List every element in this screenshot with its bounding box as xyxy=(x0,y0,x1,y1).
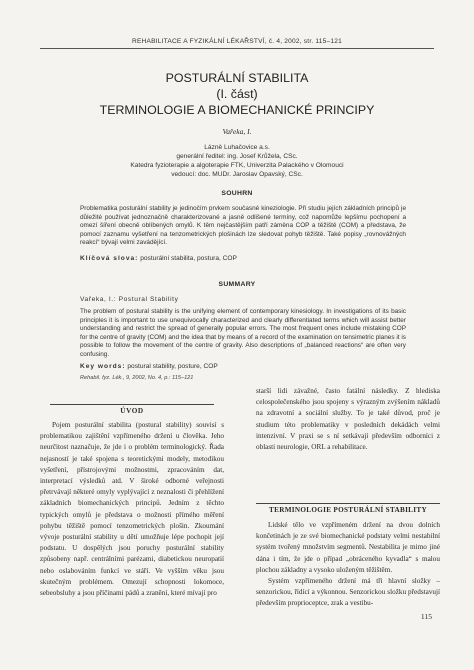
left-column xyxy=(40,420,224,599)
article-title xyxy=(0,70,474,118)
keywords-value: postural stability, posture, COP xyxy=(127,363,218,370)
affiliation-line: generální ředitel: ing. Josef Krůžela, CSc. xyxy=(176,152,298,160)
summary-keywords xyxy=(80,363,406,370)
terminology-paragraph: Lidské tělo ve vzpřímeném držení na dvou dolních končetinách je ze své biomechanické podstaty velmi nestabilní systém tvořený množstvím segmentů. Nestabilita je mimo jiné dána i tím, že jde o případ „obráceného kyvadla“ s malou plochou základny a vysoko uloženým těžištěm. xyxy=(256,521,440,574)
affiliation-line: Katedra fyzioterapie a algoterapie FTK, Univerzita Palackého v Olomouci xyxy=(130,161,344,169)
running-head: REHABILITACE A FYZIKÁLNÍ LÉKAŘSTVÍ, č. 4, 2002, str. 115–121 xyxy=(131,38,343,45)
continuation-paragraph: starší lidi závažné, často fatální následky. Z hlediska celospolečenského jsou spojeny s výrazným zvýšením nákladů na zdravotní a sociální služby. To je také důvod, proč je studium této problematiky v posledních dekádách velmi intenzivní. V praxi se s ní setkávají především odborníci z oblasti neurologie, ORL a rehabilitace. xyxy=(256,387,440,452)
title-line-3: TERMINOLOGIE A BIOMECHANICKÉ PRINCIPY xyxy=(99,103,375,117)
uvod-heading: ÚVOD xyxy=(120,407,144,415)
terminology-paragraph: Systém vzpřímeného držení má tři hlavní složky – senzorickou, řídící a výkonnou. Senzorickou složku představují především proprioceptce, zrak a vestibu- xyxy=(256,577,440,608)
terminology-heading-block xyxy=(256,503,440,514)
page-number: 115 xyxy=(420,612,432,621)
affiliation-line: Lázně Luhačovice a.s. xyxy=(204,144,270,151)
summary-citation-title: Vařeka, I.: Postural Stability xyxy=(80,296,179,303)
keywords-label: Klíčová slova: xyxy=(80,255,139,262)
summary-reference: Rehabil. fyz. Lék., 9, 2002, No. 4, p.: 115–121 xyxy=(80,375,194,381)
title-line-2: (I. část) xyxy=(216,87,258,101)
terminology-column xyxy=(256,520,440,610)
heading-rule xyxy=(50,404,214,405)
souhrn-keywords xyxy=(80,255,406,262)
souhrn-text: Problematika posturální stability je jedinočím prvkem současné kineziologie. Při studiu jejích základních principů je důležité používat jednoznačně charakterizované a jasně odlišené termíny, což napomůže lepšímu pochopení a omezí šíření obecně oblíbených omylů. K těm nejčastějším patří záměna COP a těžiště (COM) a představa, že pomocí zaznamu vyšetření na tenzometrických plošinách lze sledovat pohyb těžiště. Také popisy „rovnovážných reakcí“ bývají velmi zavádějící. xyxy=(80,205,406,247)
terminology-heading: TERMINOLOGIE POSTURÁLNÍ STABILITY xyxy=(269,506,427,514)
affiliation-line: vedoucí: doc. MUDr. Jaroslav Opavský, CSc. xyxy=(171,170,303,178)
right-column xyxy=(256,386,440,453)
summary-text: The problem of postural stability is the unifying element of contemporary kinesiology. In investigations of its basic principles it is important to use unequivocally characterized and clearly differentiated terms which will assist better understanding and restrict the spread of generally popular errors. The most frequent ones include mistaking COP for the centre of gravity (COM) and the idea that by means of a record of the examination on tensimetric planes it is possible to follow the movement of the centre of gravity. Also descriptions of „balanced reactions“ are often very confusing. xyxy=(80,308,406,358)
header-rule xyxy=(40,48,434,49)
souhrn-heading: SOUHRN xyxy=(221,190,253,197)
affiliations xyxy=(0,144,474,180)
uvod-paragraph: Pojem posturální stabilita (postural stability) souvisí s problematikou zajištění vzpřímeného držení u člověka. Jeho neurčitost naznačuje, že jde i o problém terminologický. Řada nejasností je také spojena s teoretickými modely, metodikou vyšetření, přístrojovými možnostmi, zpracováním dat, interpretací výsledků atd. V široké odborné veřejnosti přetrvávají některé omyly vyplývající z neznalosti či přehlížení základních biomechanických principů. Jedním z těchto typických omylů je představa o možnosti přímého měření pohybu těžiště pomocí tenzometrických plošin. Zkoumání vývoje posturální stability u dětí umožňuje lépe pochopit její podstatu. U dospělých jsou poruchy posturální stability způsobeny např. centrálními parézami, diabetickou neuropatií nebo oslabováním funkcí ve stáří. Ve vyšším věku jsou skutečným problémem. Omezují schopnosti lokomoce, sebeobsluhy a jsou příčinami pádů a zranění, které mívají pro xyxy=(40,421,224,598)
title-line-1: POSTURÁLNÍ STABILITA xyxy=(165,71,309,85)
summary-heading: SUMMARY xyxy=(218,281,256,288)
heading-rule xyxy=(256,503,440,504)
uvod-heading-block xyxy=(40,404,224,415)
author: Vařeka, I. xyxy=(222,127,252,136)
keywords-value: posturální stabilita, postura, COP xyxy=(140,255,237,262)
keywords-label: Key words: xyxy=(80,363,126,370)
